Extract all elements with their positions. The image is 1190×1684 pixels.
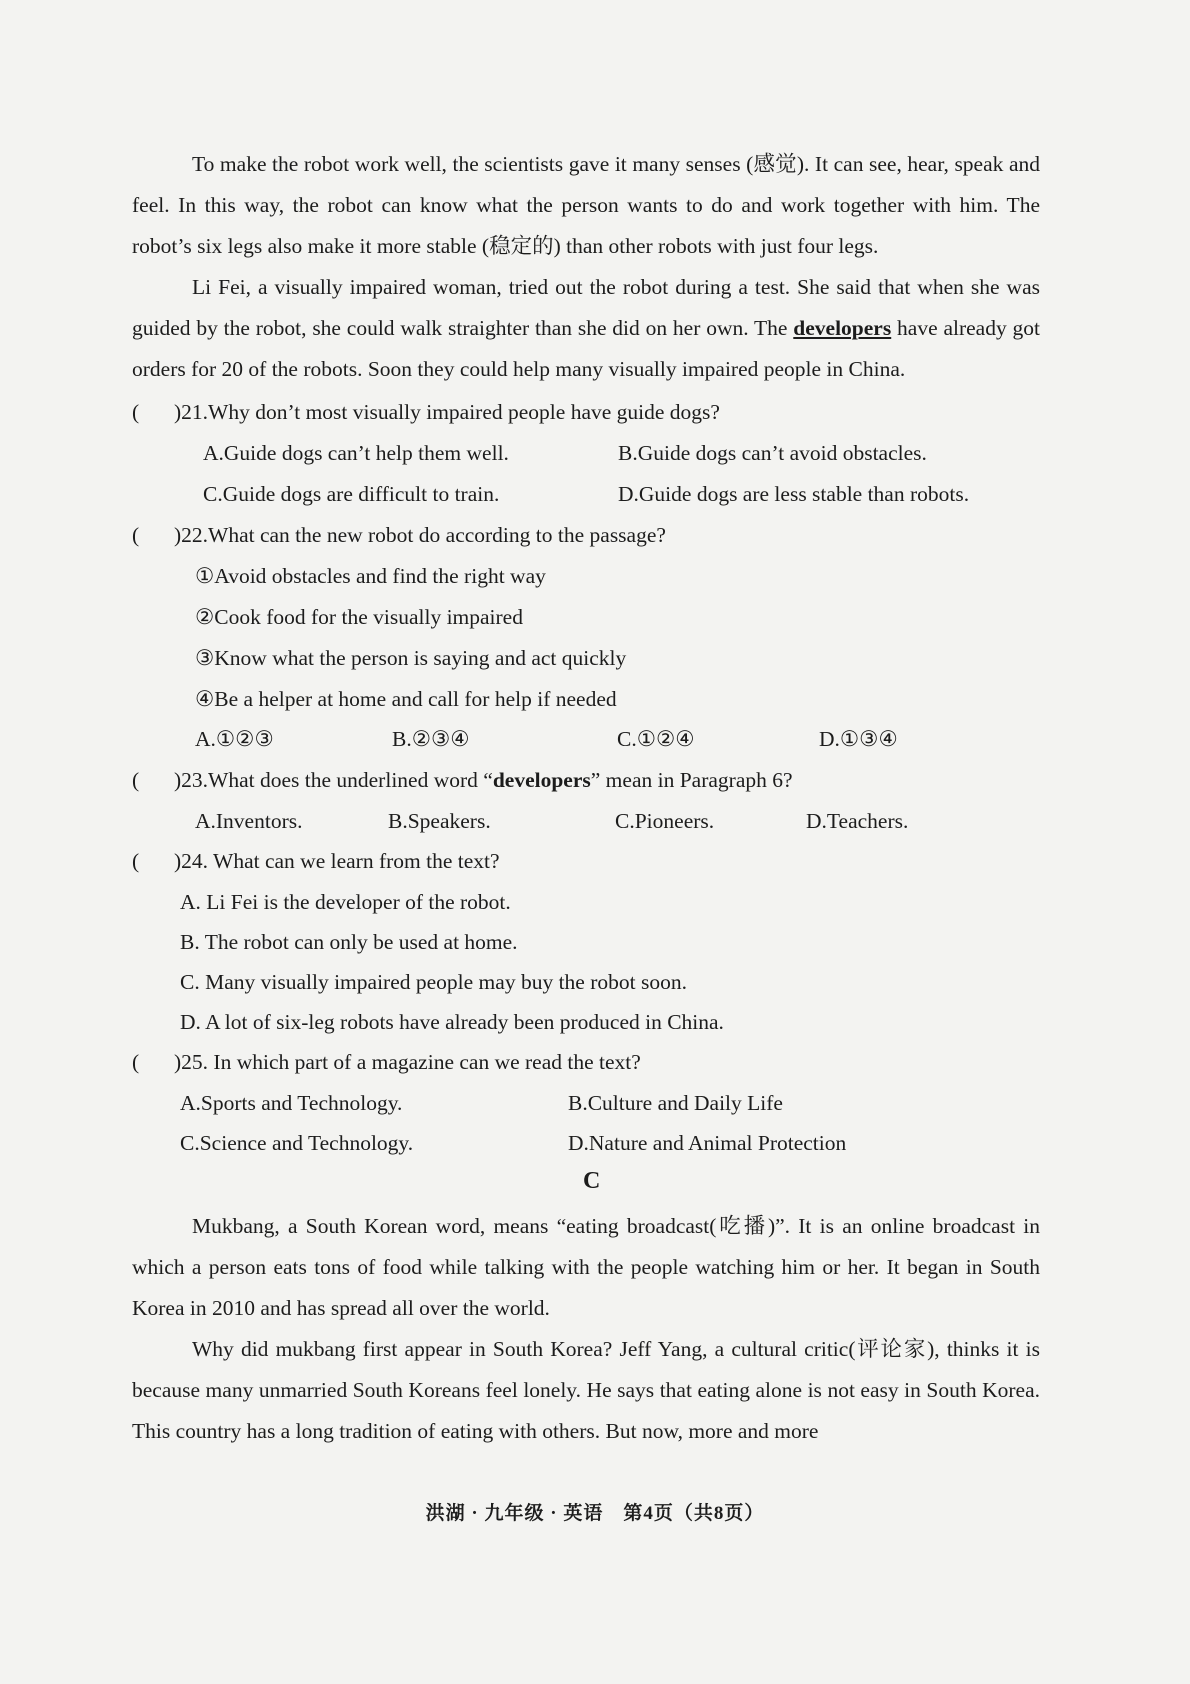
- q22-option-a: A.①②③: [195, 727, 274, 751]
- q22-item-3: ③Know what the person is saying and act quickly: [195, 646, 627, 670]
- question-24: [132, 846, 500, 876]
- question-21: [132, 397, 720, 427]
- answer-blank-22: (: [132, 523, 140, 547]
- paragraph-6-text-end: have already got orders for 20 of the robots. Soon they could help many visually impaired people in China.: [132, 316, 1040, 381]
- question-24-text: )24. What can we learn from the text?: [174, 849, 500, 873]
- answer-blank-24: (: [132, 849, 140, 873]
- q24-option-b: B. The robot can only be used at home.: [180, 930, 518, 954]
- q23-option-a: A.Inventors.: [195, 809, 303, 833]
- passage-c-paragraph-1: Mukbang, a South Korean word, means “eating broadcast(吃播)”. It is an online broadcast in which a person eats tons of food while talking with the people watching him or her. It began in South Korea in 2010 and has spread all over the world.: [132, 1214, 1040, 1320]
- q25-option-d: D.Nature and Animal Protection: [568, 1131, 847, 1155]
- answer-blank-23: (: [132, 768, 140, 792]
- q24-option-c: C. Many visually impaired people may buy the robot soon.: [180, 970, 687, 994]
- passage-b-paragraph-5: To make the robot work well, the scientists gave it many senses (感觉). It can see, hear, speak and feel. In this way, the robot can know what the person wants to do and work together with him. The robot’s six legs also make it more stable (稳定的) than other robots with just four legs.: [132, 152, 1040, 258]
- question-23-text-end: ” mean in Paragraph 6?: [590, 768, 793, 792]
- passage-c-heading: C: [583, 1168, 601, 1194]
- q23-option-b: B.Speakers.: [388, 809, 491, 833]
- page-footer: 洪湖 · 九年级 · 英语 第4页（共8页）: [425, 1503, 765, 1524]
- q22-item-4: ④Be a helper at home and call for help if needed: [195, 687, 617, 711]
- question-25-text: )25. In which part of a magazine can we read the text?: [174, 1050, 641, 1074]
- underlined-word-developers: developers: [793, 316, 892, 340]
- q23-option-c: C.Pioneers.: [615, 809, 715, 833]
- paragraph-6-text-start: Li Fei, a visually impaired woman, tried out the robot during a test. She said that when she was guided by the robot, she could walk straighter than she did on her own. The: [132, 275, 1040, 340]
- question-22-text: )22.What can the new robot do according to the passage?: [174, 523, 666, 547]
- q22-option-c: C.①②④: [617, 727, 695, 751]
- q24-option-a: A. Li Fei is the developer of the robot.: [180, 890, 511, 914]
- q22-item-2: ②Cook food for the visually impaired: [195, 605, 523, 629]
- q25-option-a: A.Sports and Technology.: [180, 1091, 403, 1115]
- q22-option-d: D.①③④: [819, 727, 898, 751]
- passage-c-paragraph-2: Why did mukbang first appear in South Korea? Jeff Yang, a cultural critic(评论家), thinks it is because many unmarried South Koreans feel lonely. He says that eating alone is not easy in South Korea. This country has a long tradition of eating with others. But now, more and more: [132, 1337, 1040, 1443]
- q24-option-d: D. A lot of six-leg robots have already been produced in China.: [180, 1010, 724, 1034]
- question-25: [132, 1047, 641, 1077]
- q25-option-c: C.Science and Technology.: [180, 1131, 414, 1155]
- question-23: [132, 765, 793, 795]
- passage-b-paragraph-6: [132, 267, 1040, 390]
- q25-option-b: B.Culture and Daily Life: [568, 1091, 783, 1115]
- q22-item-1: ①Avoid obstacles and find the right way: [195, 564, 546, 588]
- answer-blank-25: (: [132, 1050, 140, 1074]
- question-23-keyword: developers: [492, 768, 591, 792]
- q21-option-d: D.Guide dogs are less stable than robots.: [618, 482, 970, 506]
- question-22: [132, 520, 666, 550]
- q21-option-c: C.Guide dogs are difficult to train.: [203, 482, 500, 506]
- q21-option-b: B.Guide dogs can’t avoid obstacles.: [618, 441, 927, 465]
- q23-option-d: D.Teachers.: [806, 809, 909, 833]
- question-21-text: )21.Why don’t most visually impaired people have guide dogs?: [174, 400, 720, 424]
- question-23-text-start: )23.What does the underlined word “: [174, 768, 493, 792]
- q22-option-b: B.②③④: [392, 727, 470, 751]
- answer-blank-21: (: [132, 400, 140, 424]
- q21-option-a: A.Guide dogs can’t help them well.: [203, 441, 509, 465]
